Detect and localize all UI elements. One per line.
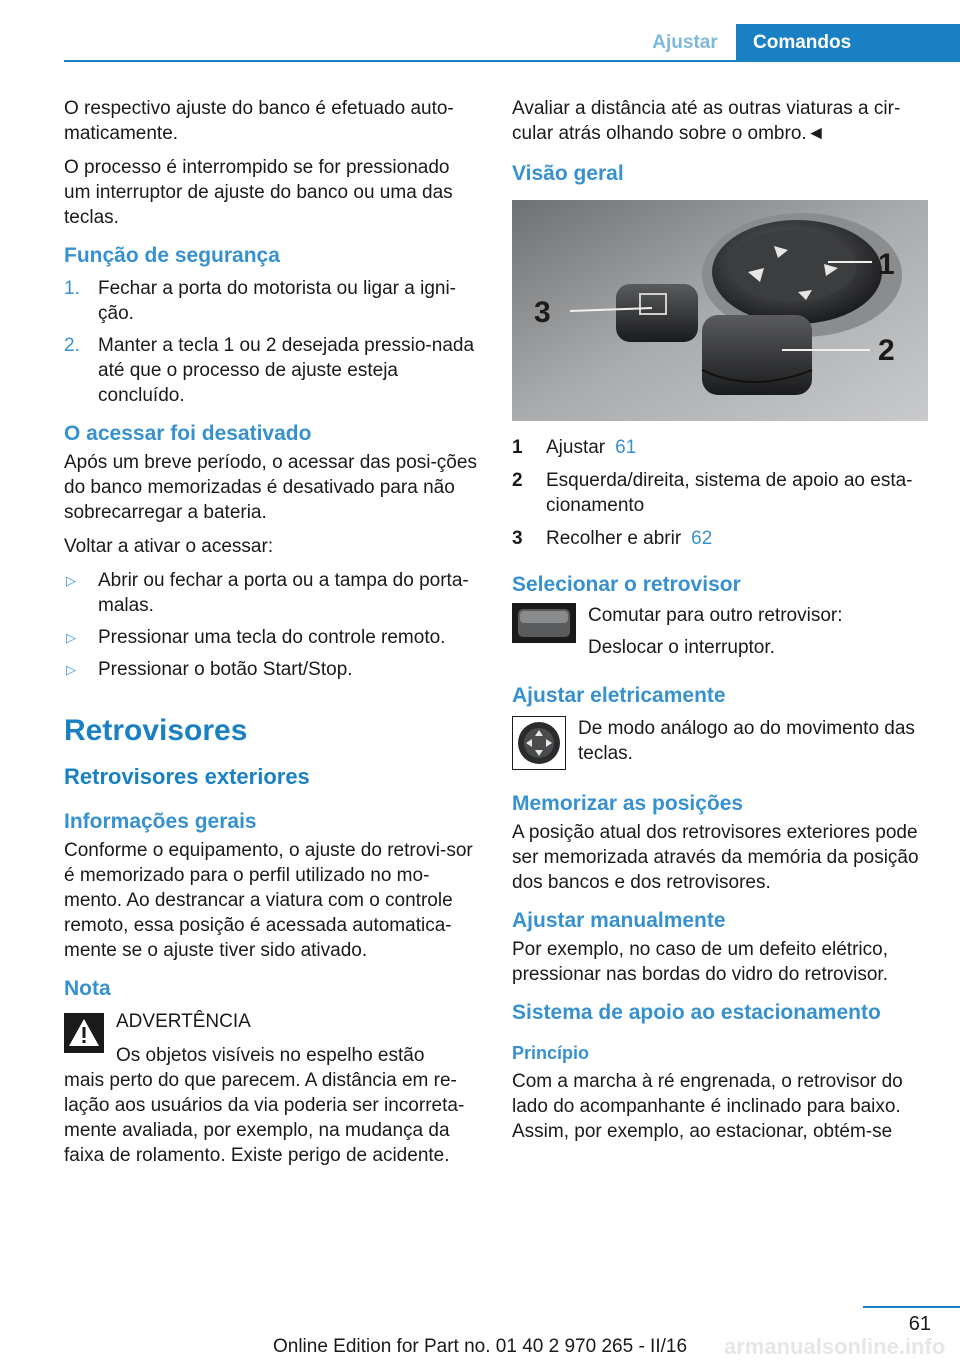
warning-triangle-icon (64, 1013, 104, 1053)
legend-text: Ajustar (546, 437, 606, 458)
retrovisores-heading: Retrovisores (64, 714, 248, 747)
list-item-text: Pressionar uma tecla do controle remoto. (98, 627, 446, 648)
left-column (64, 96, 480, 1177)
memorizar-paragraph: A posição atual dos retrovisores exteriores pode ser memorizada através da memória da posição dos bancos e dos retrovisores. (512, 822, 919, 893)
legend-text: Esquerda/direita, sistema de apoio ao esta-cionamento (546, 470, 913, 516)
funcao-heading: Função de segurança (64, 244, 280, 267)
manual-heading: Ajustar manualmente (512, 909, 726, 932)
list-item-text: Pressionar o botão Start/Stop. (98, 659, 353, 680)
callout-1: 1 (878, 248, 895, 281)
page-number: 61 (908, 1313, 931, 1335)
step-text: Fechar a porta do motorista ou ligar a igni-ção. (98, 278, 457, 324)
legend-number: 1 (512, 437, 523, 458)
retrovisores-exteriores-heading: Retrovisores exteriores (64, 764, 310, 789)
acessar-heading: O acessar foi desativado (64, 422, 312, 445)
reativar-list (64, 568, 480, 682)
edition-footer: Online Edition for Part no. 01 40 2 970 265 - II/16 (272, 1336, 688, 1357)
warning-text-top (116, 1009, 424, 1068)
step-text: Manter a tecla 1 ou 2 desejada pressio-nada até que o processo de ajuste esteja concluído. (98, 335, 475, 406)
selecionar-row (512, 603, 930, 660)
triangle-bullet-icon: ▷ (66, 630, 76, 645)
warning-label: ADVERTÊNCIA (116, 1011, 251, 1032)
funcao-steps-list (64, 276, 480, 408)
selecionar-line-1: Comutar para outro retrovisor: (588, 605, 843, 626)
watermark: armanualsonline.info (724, 1334, 946, 1359)
warning-first-line: Os objetos visíveis no espelho estão (116, 1045, 425, 1066)
footer-rule (863, 1306, 960, 1308)
nota-heading: Nota (64, 977, 111, 1000)
right-column (512, 96, 930, 1153)
legend-text: Recolher e abrir (546, 528, 682, 549)
eletrica-row (512, 716, 930, 770)
header-chapter-tab: Comandos (736, 24, 960, 62)
header-rule (64, 60, 960, 62)
legend-number: 3 (512, 528, 523, 549)
callout-3: 3 (534, 296, 551, 329)
selecionar-line-2: Deslocar o interruptor. (588, 637, 775, 658)
triangle-bullet-icon: ▷ (66, 573, 76, 588)
memorizar-heading: Memorizar as posições (512, 792, 744, 815)
step-number: 1. (64, 278, 80, 299)
reativar-paragraph: Voltar a ativar o acessar: (64, 536, 274, 557)
acessar-paragraph: Após um breve período, o acessar das posi-ções do banco memorizadas é desativado para não sobrecarregar a bateria. (64, 452, 477, 523)
page-ref-link[interactable]: 62 (691, 528, 713, 549)
list-item (64, 276, 480, 326)
principio-paragraph: Com a marcha à ré engrenada, o retrovisor do lado do acompanhante é inclinado para baixo. Assim, por exemplo, ao estacionar, obtém-se (512, 1071, 903, 1142)
legend-number: 2 (512, 470, 523, 491)
list-item (64, 657, 480, 682)
step-number: 2. (64, 335, 80, 356)
mirror-selector-switch-icon (512, 603, 576, 643)
warning-rest: mais perto do que parecem. A distância em re-lação aos usuários da via poderia ser incorreta-mente avaliada, por exemplo, na mudança da faixa de rolamento. Existe perigo de acidente. (64, 1070, 465, 1166)
mirror-adjust-knob-icon (512, 716, 566, 770)
intro-paragraph-1: O respectivo ajuste do banco é efetuado auto-maticamente. (64, 98, 454, 144)
right-intro-paragraph: Avaliar a distância até as outras viaturas a cir-cular atrás olhando sobre o ombro.◄ (512, 98, 901, 144)
list-item (512, 526, 930, 551)
list-item (512, 435, 930, 460)
apoio-heading: Sistema de apoio ao estacionamento (512, 1001, 881, 1024)
mirror-switch-photo (512, 200, 928, 421)
visao-heading: Visão geral (512, 162, 624, 185)
list-item-text: Abrir ou fechar a porta ou a tampa do porta-malas. (98, 570, 469, 616)
eletrica-heading: Ajustar eletricamente (512, 684, 726, 707)
warning-block (64, 1009, 480, 1068)
manual-paragraph: Por exemplo, no caso de um defeito elétrico, pressionar nas bordas do vidro do retrovisor. (512, 939, 888, 985)
principio-heading: Princípio (512, 1043, 590, 1063)
triangle-bullet-icon: ▷ (66, 662, 76, 677)
page-ref-link[interactable]: 61 (615, 437, 637, 458)
header-section-tab: Ajustar (652, 32, 718, 53)
informacoes-heading: Informações gerais (64, 810, 257, 833)
list-item (64, 333, 480, 408)
intro-paragraph-2: O processo é interrompido se for pressionado um interruptor de ajuste do banco ou uma das teclas. (64, 157, 453, 228)
list-item (64, 568, 480, 618)
selecionar-heading: Selecionar o retrovisor (512, 573, 741, 596)
photo-legend (512, 435, 930, 551)
list-item (512, 468, 930, 518)
callout-2: 2 (878, 334, 895, 367)
eletrica-text: De modo análogo ao do movimento das teclas. (578, 718, 915, 764)
list-item (64, 625, 480, 650)
informacoes-paragraph: Conforme o equipamento, o ajuste do retrovi-sor é memorizado para o perfil utilizado no mo-mento. Ao destrancar a viatura com o controle remoto, essa posição é acessada automatica-mente se o ajuste tiver sido ativado. (64, 840, 473, 961)
